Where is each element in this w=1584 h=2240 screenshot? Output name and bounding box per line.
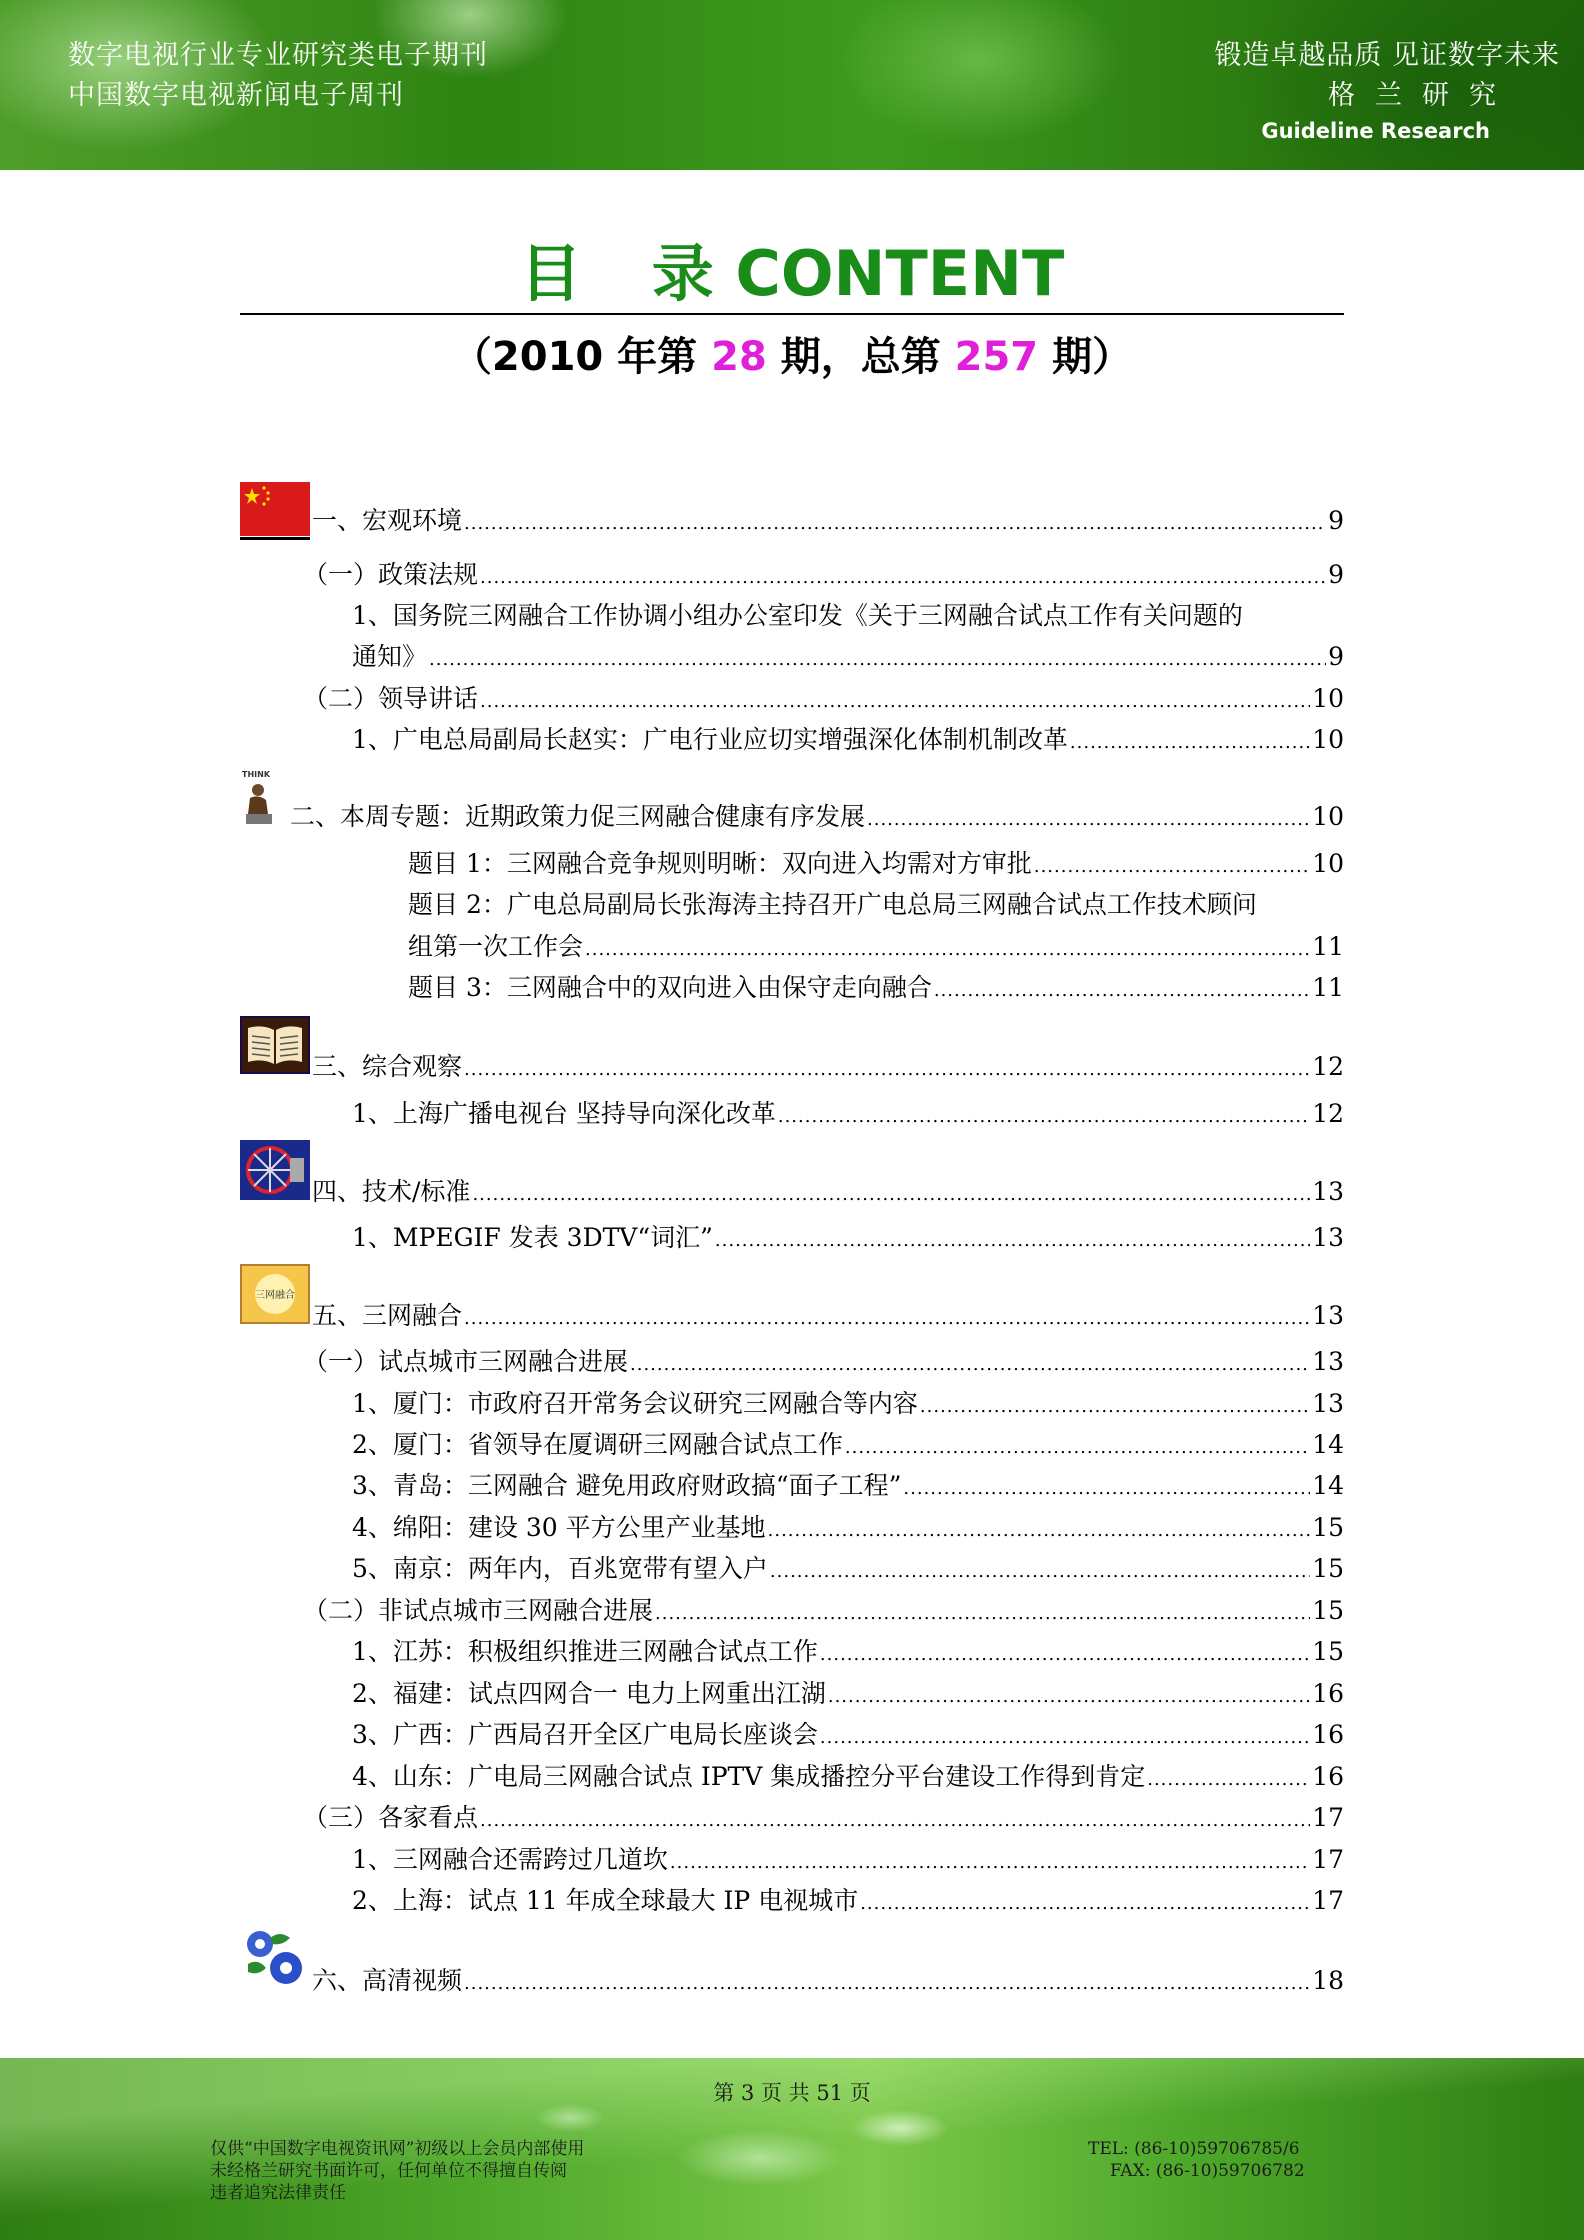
thinker-icon-label: THINK — [242, 770, 271, 779]
toc-entry[interactable]: 1、广电总局副局长赵实：广电行业应切实增强深化体制机制改革 ..... 10 — [352, 720, 1344, 760]
toc-entry[interactable]: （二）领导讲话 ..... 10 — [303, 679, 1344, 719]
title-cn-a: 目 — [519, 237, 582, 310]
toc-entry[interactable]: 五、三网融合 ..... 13 — [312, 1296, 1344, 1336]
issue-line — [0, 330, 1584, 384]
toc-entry[interactable]: 1、江苏：积极组织推进三网融合试点工作 ..... 15 — [352, 1632, 1344, 1672]
toc-entry[interactable]: 1、三网融合还需跨过几道坎 ..... 17 — [352, 1840, 1344, 1880]
toc-entry[interactable]: （一）政策法规 ..... 9 — [303, 555, 1344, 595]
header-journal-type: 数字电视行业专业研究类电子期刊 — [68, 40, 488, 71]
toc-entry[interactable]: 1、MPEGIF 发表 3DTV“词汇” ..... 13 — [352, 1218, 1344, 1258]
toc-entry-wrapped[interactable]: 题目 2：广电总局副局长张海涛主持召开广电总局三网融合试点工作技术顾问 — [408, 890, 1257, 919]
toc-entry[interactable]: 2、福建：试点四网合一 电力上网重出江湖 ..... 16 — [352, 1674, 1344, 1714]
toc-entry[interactable]: 4、山东：广电局三网融合试点 IPTV 集成播控分平台建设工作得到肯定 ..... 16 — [352, 1757, 1344, 1797]
header-right-text — [1214, 36, 1560, 146]
toc-entry[interactable]: 六、高清视频 ..... 18 — [312, 1961, 1344, 2001]
title-en: CONTENT — [735, 237, 1065, 310]
toc-entry[interactable]: 3、青岛：三网融合 避免用政府财政搞“面子工程” ..... 14 — [352, 1466, 1344, 1506]
toc-entry[interactable]: （二）非试点城市三网融合进展 ..... 15 — [303, 1591, 1344, 1631]
open-book-icon — [240, 1016, 310, 1074]
footer-usage-note: 仅供“中国数字电视资讯网”初级以上会员内部使用 未经格兰研究书面许可，任何单位不得擅自传阅 违者追究法律责任 — [210, 2139, 585, 2203]
header-org-name: 格兰研究 — [1328, 80, 1516, 111]
toc-entry[interactable]: 三、综合观察 ..... 12 — [312, 1047, 1344, 1087]
triple-network-icon — [240, 1264, 310, 1324]
china-flag-icon — [240, 482, 310, 536]
toc-entry-wrapped[interactable]: 1、国务院三网融合工作协调小组办公室印发《关于三网融合试点工作有关问题的 — [352, 601, 1243, 630]
title-divider — [240, 313, 1344, 315]
footer-fax: FAX: (86-10)59706782 — [1110, 2161, 1305, 2181]
header-slogan: 锻造卓越品质 见证数字未来 — [1214, 40, 1560, 71]
title-cn-b: 录 — [651, 237, 714, 310]
gear-wheel-icon — [240, 1140, 310, 1200]
header-journal-name: 中国数字电视新闻电子周刊 — [68, 80, 404, 111]
page-number: 第 3 页 共 51 页 — [713, 2081, 871, 2105]
header-banner — [0, 0, 1584, 170]
header-left-text — [68, 36, 488, 116]
page-title — [0, 238, 1584, 310]
triple-network-icon-label: 三网融合 — [255, 1290, 295, 1301]
toc-entry[interactable]: 题目 1：三网融合竞争规则明晰：双向进入均需对方审批 ..... 10 — [408, 844, 1344, 884]
footer-banner — [0, 2058, 1584, 2240]
toc-entry[interactable]: 4、绵阳：建设 30 平方公里产业基地 ..... 15 — [352, 1508, 1344, 1548]
issue-open: （2010 年第 — [451, 334, 712, 380]
issue-number: 28 — [711, 334, 767, 380]
footer-tel: TEL: (86-10)59706785/6 — [1088, 2139, 1300, 2159]
toc-entry[interactable]: 组第一次工作会 ..... 11 — [408, 927, 1344, 967]
toc-entry[interactable]: 1、厦门：市政府召开常务会议研究三网融合等内容 ..... 13 — [352, 1384, 1344, 1424]
toc-entry[interactable]: 2、上海：试点 11 年成全球最大 IP 电视城市 ..... 17 — [352, 1881, 1344, 1921]
issue-close: 期） — [1038, 334, 1133, 380]
toc-entry[interactable]: 四、技术/标准 ..... 13 — [312, 1172, 1344, 1212]
toc-entry[interactable]: 题目 3：三网融合中的双向进入由保守走向融合 ..... 11 — [408, 968, 1344, 1008]
header-org-en: Guideline Research — [1261, 119, 1490, 143]
toc-entry[interactable]: 1、上海广播电视台 坚持导向深化改革 ..... 12 — [352, 1094, 1344, 1134]
toc-entry[interactable]: 二、本周专题：近期政策力促三网融合健康有序发展 ..... 10 — [290, 797, 1344, 837]
issue-total-number: 257 — [954, 334, 1039, 380]
issue-mid: 期，总第 — [766, 334, 955, 380]
toc-entry[interactable]: 3、广西：广西局召开全区广电局长座谈会 ..... 16 — [352, 1715, 1344, 1755]
toc-entry[interactable]: （一）试点城市三网融合进展 ..... 13 — [303, 1342, 1344, 1382]
toc-entry[interactable]: 通知》 ..... 9 — [352, 637, 1344, 677]
toc-entry[interactable]: 一、宏观环境 ..... 9 — [312, 501, 1344, 541]
thinker-icon — [240, 768, 280, 826]
footer-contact — [1088, 2138, 1305, 2182]
toc-entry[interactable]: 5、南京：两年内，百兆宽带有望入户 ..... 15 — [352, 1549, 1344, 1589]
toc-entry[interactable]: （三）各家看点 ..... 17 — [303, 1798, 1344, 1838]
flower-icon — [240, 1924, 310, 1990]
toc-entry[interactable]: 2、厦门：省领导在厦调研三网融合试点工作 ..... 14 — [352, 1425, 1344, 1465]
